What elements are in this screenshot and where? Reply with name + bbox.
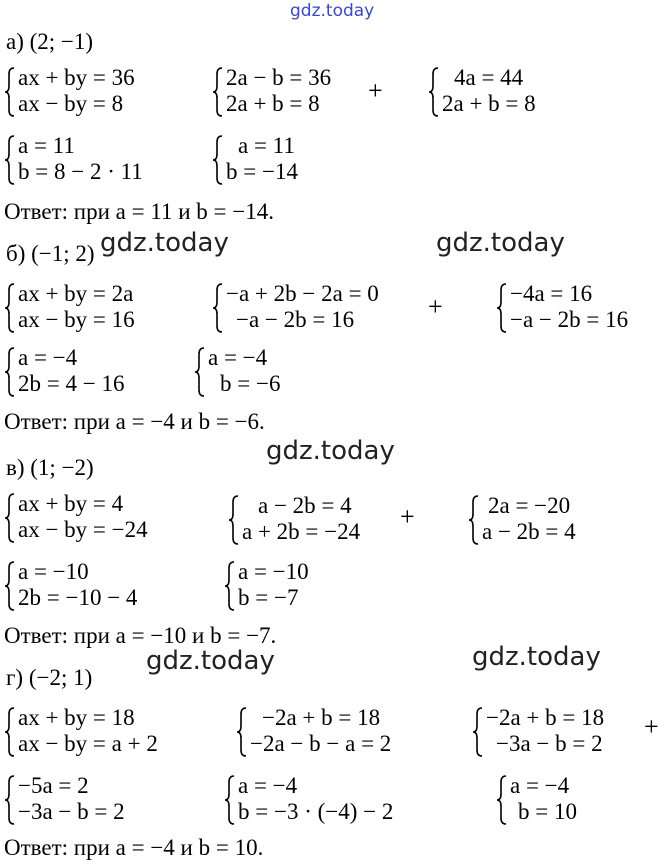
- plus-sign: +: [428, 292, 443, 321]
- system: [236, 705, 392, 758]
- system: [224, 559, 309, 612]
- section-b-header: б) (−1; 2): [6, 241, 95, 266]
- equation: b = −3 · (−4) − 2: [238, 799, 394, 824]
- brace-icon: [4, 774, 16, 826]
- plus-sign: +: [644, 712, 659, 741]
- equation: ax − by = a + 2: [18, 731, 158, 756]
- equation: ax + by = 36: [18, 65, 135, 90]
- brace-icon: [4, 706, 16, 758]
- equation: a = 11: [238, 133, 295, 158]
- system: [194, 345, 281, 398]
- brace-icon: [224, 560, 236, 612]
- brace-icon: [212, 66, 224, 118]
- equation: b = 10: [518, 799, 577, 824]
- brace-icon: [496, 282, 508, 334]
- equation: −3a − b = 2: [496, 731, 603, 756]
- brace-icon: [228, 494, 240, 546]
- equation: ax − by = 16: [18, 307, 135, 332]
- system: [4, 491, 148, 544]
- brace-icon: [194, 346, 206, 398]
- system: [228, 493, 361, 546]
- brace-icon: [224, 774, 236, 826]
- watermark-top: gdz.today: [290, 1, 375, 21]
- brace-icon: [212, 282, 224, 334]
- watermark: gdz.today: [100, 228, 229, 258]
- equation: ax − by = 8: [18, 91, 124, 116]
- brace-icon: [212, 134, 224, 186]
- system: [428, 65, 536, 118]
- equation: 2b = −10 − 4: [18, 585, 138, 610]
- brace-icon: [236, 706, 248, 758]
- equation: −5a = 2: [18, 773, 89, 798]
- equation: −a − 2b = 16: [510, 307, 629, 332]
- equation: −2a − b − a = 2: [250, 731, 392, 756]
- equation: ax + by = 4: [18, 491, 124, 516]
- equation: ax + by = 2a: [18, 281, 134, 306]
- system: [468, 493, 576, 546]
- equation: −4a = 16: [510, 281, 593, 306]
- equation: b = −6: [220, 371, 281, 396]
- answer: Ответ: при a = −4 и b = −6.: [4, 409, 265, 434]
- equation: a = −10: [238, 559, 309, 584]
- system: [496, 773, 577, 826]
- brace-icon: [4, 282, 16, 334]
- brace-icon: [496, 774, 508, 826]
- system: [4, 773, 125, 826]
- system: [212, 133, 298, 186]
- equation: −3a − b = 2: [18, 799, 125, 824]
- equation: ax − by = −24: [18, 517, 148, 542]
- system: [496, 281, 629, 334]
- equation: a = −4: [208, 345, 268, 370]
- equation: −2a + b = 18: [486, 705, 605, 730]
- equation: a = 11: [18, 133, 75, 158]
- equation: 2b = 4 − 16: [18, 371, 125, 396]
- system: [212, 281, 379, 334]
- section-c-header: в) (1; −2): [6, 455, 94, 480]
- brace-icon: [472, 706, 484, 758]
- equation: a − 2b = 4: [258, 493, 352, 518]
- equation: 2a = −20: [488, 493, 571, 518]
- equation: ax + by = 18: [18, 705, 135, 730]
- equation: b = −7: [238, 585, 299, 610]
- system: [4, 705, 158, 758]
- equation: a = −4: [510, 773, 570, 798]
- watermark: gdz.today: [472, 642, 601, 672]
- equation: a + 2b = −24: [242, 519, 361, 544]
- brace-icon: [4, 492, 16, 544]
- watermark: gdz.today: [266, 436, 395, 466]
- equation: b = 8 − 2 · 11: [18, 159, 143, 184]
- answer: Ответ: при a = 11 и b = −14.: [4, 199, 274, 224]
- equation: −a − 2b = 16: [236, 307, 355, 332]
- answer: Ответ: при a = −4 и b = 10.: [4, 835, 264, 860]
- equation: 2a + b = 8: [442, 91, 536, 116]
- equation: 4a = 44: [454, 65, 524, 90]
- system: [472, 705, 605, 758]
- system: [224, 773, 394, 826]
- brace-icon: [4, 560, 16, 612]
- equation: a − 2b = 4: [482, 519, 576, 544]
- plus-sign: +: [400, 502, 415, 531]
- equation: a = −10: [18, 559, 89, 584]
- watermark: gdz.today: [146, 646, 275, 676]
- system: [4, 559, 138, 612]
- watermark: gdz.today: [436, 228, 565, 258]
- brace-icon: [468, 494, 480, 546]
- equation: 2a − b = 36: [226, 65, 332, 90]
- brace-icon: [4, 134, 16, 186]
- system: [4, 281, 135, 334]
- brace-icon: [4, 346, 16, 398]
- equation: 2a + b = 8: [226, 91, 320, 116]
- section-a-header: а) (2; −1): [6, 29, 94, 54]
- answer: Ответ: при a = −10 и b = −7.: [4, 623, 277, 648]
- plus-sign: +: [368, 76, 383, 105]
- equation: a = −4: [238, 773, 298, 798]
- equation: a = −4: [18, 345, 78, 370]
- equation: −2a + b = 18: [262, 705, 381, 730]
- section-d-header: г) (−2; 1): [6, 665, 93, 690]
- brace-icon: [4, 66, 16, 118]
- system: [212, 65, 332, 118]
- system: [4, 133, 143, 186]
- brace-icon: [428, 66, 440, 118]
- system: [4, 345, 125, 398]
- equation: −a + 2b − 2a = 0: [226, 281, 379, 306]
- system: [4, 65, 135, 118]
- equation: b = −14: [226, 159, 298, 184]
